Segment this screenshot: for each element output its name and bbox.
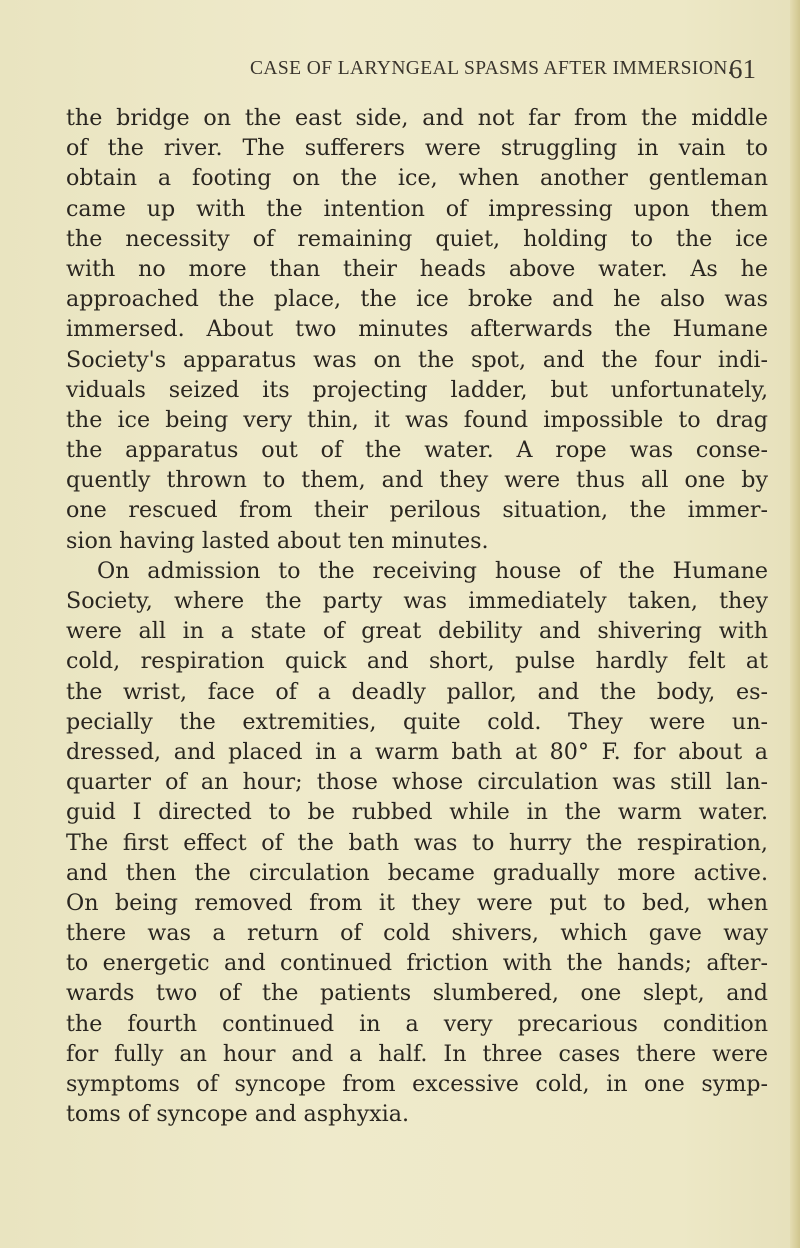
text-line: Society's apparatus was on the spot, and the four indi-	[66, 346, 768, 373]
text-line: quently thrown to them, and they were thus all one by	[66, 467, 768, 494]
page-edge-shadow	[790, 0, 800, 1248]
running-head	[0, 56, 800, 86]
text-line: there was a return of cold shivers, which gave way	[66, 920, 768, 947]
text-line: cold, respiration quick and short, pulse hardly felt at	[66, 648, 768, 675]
text-line-paragraph-end: sion having lasted about ten minutes.	[66, 527, 489, 554]
text-line: the bridge on the east side, and not far from the middle	[66, 105, 768, 131]
text-line: with no more than their heads above water. As he	[66, 255, 768, 282]
text-line-paragraph-end: toms of syncope and asphyxia.	[66, 1101, 410, 1128]
text-line: dressed, and placed in a warm bath at 80° F. for about a	[66, 738, 768, 765]
text-line: On being removed from it they were put to bed, when	[66, 889, 768, 916]
text-line: the necessity of remaining quiet, holding to the ice	[66, 225, 768, 252]
text-line: approached the place, the ice broke and he also was	[66, 286, 768, 313]
text-line-paragraph-start: On admission to the receiving house of the Humane	[97, 557, 768, 584]
text-line: came up with the intention of impressing upon them	[66, 195, 768, 222]
text-line: for fully an hour and a half. In three cases there were	[66, 1040, 768, 1067]
text-line: symptoms of syncope from excessive cold, in one symp-	[66, 1071, 768, 1097]
text-line: were all in a state of great debility and shivering with	[66, 618, 768, 645]
text-line: pecially the extremities, quite cold. They were un-	[66, 708, 768, 735]
text-line: the wrist, face of a deadly pallor, and the body, es-	[66, 678, 768, 705]
page-number: 61	[729, 54, 756, 84]
text-line: the fourth continued in a very precarious condition	[66, 1010, 768, 1037]
text-line: obtain a footing on the ice, when another gentleman	[66, 165, 768, 192]
running-title: CASE OF LARYNGEAL SPASMS AFTER IMMERSION.	[250, 58, 734, 79]
text-line: the ice being very thin, it was found impossible to drag	[66, 406, 768, 433]
text-line: immersed. About two minutes afterwards the Humane	[66, 316, 768, 343]
text-line: wards two of the patients slumbered, one slept, and	[66, 980, 768, 1007]
text-line: The first effect of the bath was to hurry the respiration,	[66, 829, 768, 856]
text-line: to energetic and continued friction with the hands; after-	[66, 950, 768, 977]
text-line: quarter of an hour; those whose circulation was still lan-	[66, 769, 768, 796]
text-line: guid I directed to be rubbed while in the warm water.	[66, 799, 768, 826]
text-line: viduals seized its projecting ladder, but unfortunately,	[66, 376, 768, 403]
text-line: the apparatus out of the water. A rope was conse-	[66, 437, 768, 464]
text-line: of the river. The sufferers were struggling in vain to	[66, 135, 768, 162]
text-line: and then the circulation became gradually more active.	[66, 859, 768, 886]
text-line: Society, where the party was immediately taken, they	[66, 588, 768, 614]
text-line: one rescued from their perilous situation, the immer-	[66, 497, 768, 524]
body-text	[66, 103, 768, 1129]
